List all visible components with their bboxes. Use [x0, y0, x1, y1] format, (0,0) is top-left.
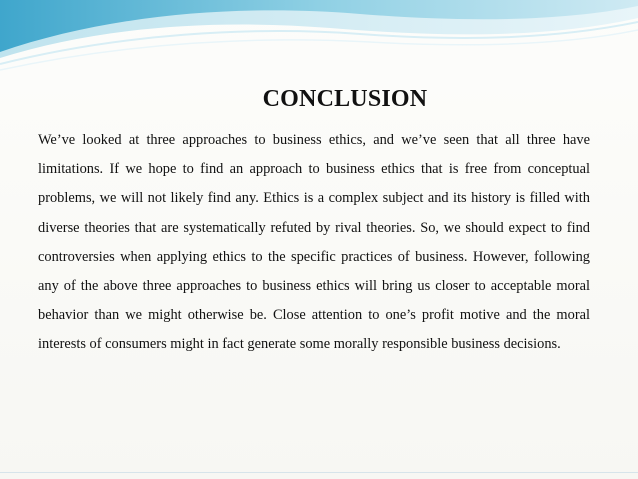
- bottom-divider: [0, 472, 638, 473]
- wave-header-decoration: [0, 0, 638, 80]
- page-title: CONCLUSION: [262, 86, 428, 112]
- conclusion-paragraph: We’ve looked at three approaches to business ethics, and we’ve seen that all three have limitations. If we hope to find an approach to business ethics that is free from conceptual problems, we will not likely find any. Ethics is a complex subject and its history is filled with diverse theories that are systematically refuted by rival theories. So, we should expect to find controversies when applying ethics to the specific practices of business. However, following any of the above three approaches to business ethics will bring us closer to acceptable moral behavior than we might otherwise be. Close attention to one’s profit motive and the moral interests of consumers might in fact generate some morally responsible business decisions.: [38, 132, 590, 353]
